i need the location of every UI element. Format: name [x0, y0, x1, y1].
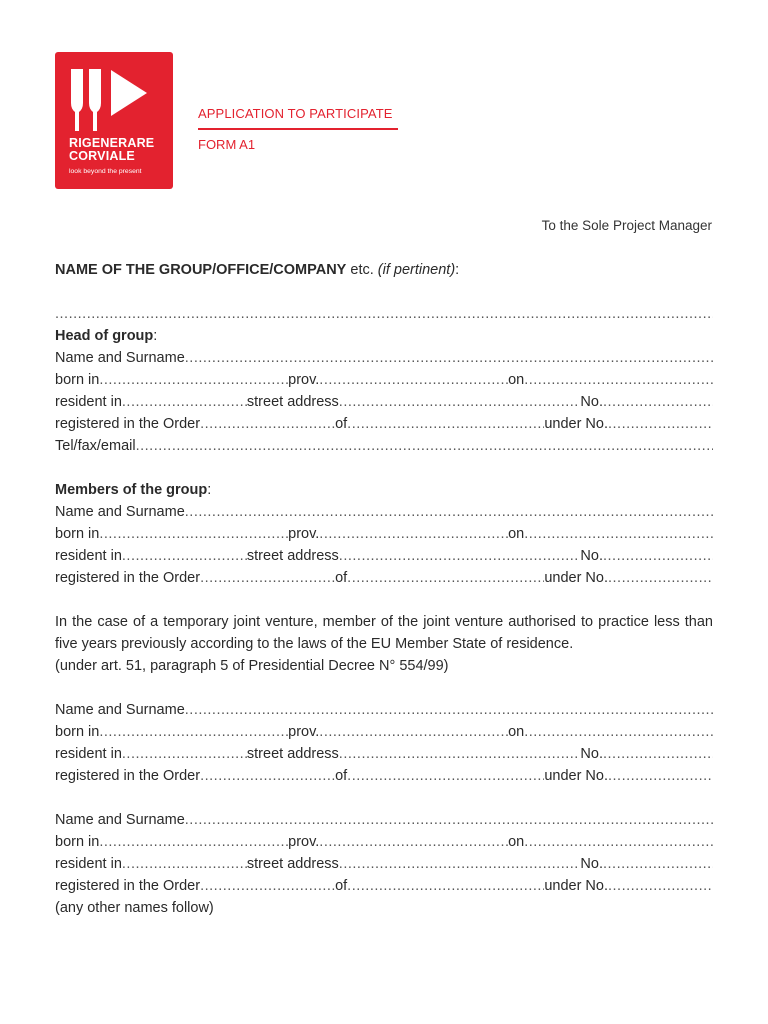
- jv1-residence-field[interactable]: resident in ..... street address ..... No. .....: [55, 743, 713, 765]
- logo-tagline: look beyond the present: [69, 168, 142, 175]
- head-name-field[interactable]: Name and Surname .....: [55, 347, 713, 369]
- jv2-residence-field[interactable]: resident in ..... street address ..... No. .....: [55, 853, 713, 875]
- recipient-line: To the Sole Project Manager: [541, 218, 712, 233]
- head-birth-field[interactable]: born in ..... prov. ..... on .....: [55, 369, 713, 391]
- title-divider: [198, 128, 398, 130]
- member-name-field[interactable]: Name and Surname .....: [55, 501, 713, 523]
- jv1-name-field[interactable]: Name and Surname .....: [55, 699, 713, 721]
- member-registration-field[interactable]: registered in the Order ..... of ..... under No. .....: [55, 567, 713, 589]
- jv1-birth-field[interactable]: born in ..... prov. ..... on .....: [55, 721, 713, 743]
- jv2-name-field[interactable]: Name and Surname .....: [55, 809, 713, 831]
- member-residence-field[interactable]: resident in ..... street address ..... No. .....: [55, 545, 713, 567]
- document-title: APPLICATION TO PARTICIPATE: [198, 106, 393, 121]
- logo-line-1: RIGENERARE: [69, 136, 155, 150]
- joint-venture-reference: (under art. 51, paragraph 5 of Presidential Decree N° 554/99): [55, 658, 449, 674]
- jv2-registration-field[interactable]: registered in the Order ..... of ..... under No. .....: [55, 875, 713, 897]
- member-birth-field[interactable]: born in ..... prov. ..... on .....: [55, 523, 713, 545]
- logo-mark-icon: [69, 69, 159, 131]
- rigenerare-corviale-logo: [55, 52, 173, 189]
- group-name-label: NAME OF THE GROUP/OFFICE/COMPANY etc. (if pertinent):: [55, 262, 460, 278]
- head-residence-field[interactable]: resident in ..... street address ..... No. .....: [55, 391, 713, 413]
- head-registration-field[interactable]: registered in the Order ..... of ..... under No. .....: [55, 413, 713, 435]
- joint-venture-paragraph: In the case of a temporary joint venture, member of the joint venture authorised to practice less than five years previously according to the laws of the EU Member State of residence.: [55, 614, 713, 652]
- form-body: [55, 259, 713, 919]
- head-contact-field[interactable]: Tel/fax/email .....: [55, 435, 713, 457]
- members-heading: Members of the group:: [55, 482, 212, 498]
- jv1-registration-field[interactable]: registered in the Order ..... of ..... under No. .....: [55, 765, 713, 787]
- form-identifier: FORM A1: [198, 137, 256, 152]
- group-name-field[interactable]: [55, 303, 713, 325]
- logo-line-2: CORVIALE: [69, 149, 135, 163]
- jv2-birth-field[interactable]: born in ..... prov. ..... on .....: [55, 831, 713, 853]
- head-of-group-heading: Head of group:: [55, 328, 158, 344]
- footer-note: (any other names follow): [55, 900, 214, 916]
